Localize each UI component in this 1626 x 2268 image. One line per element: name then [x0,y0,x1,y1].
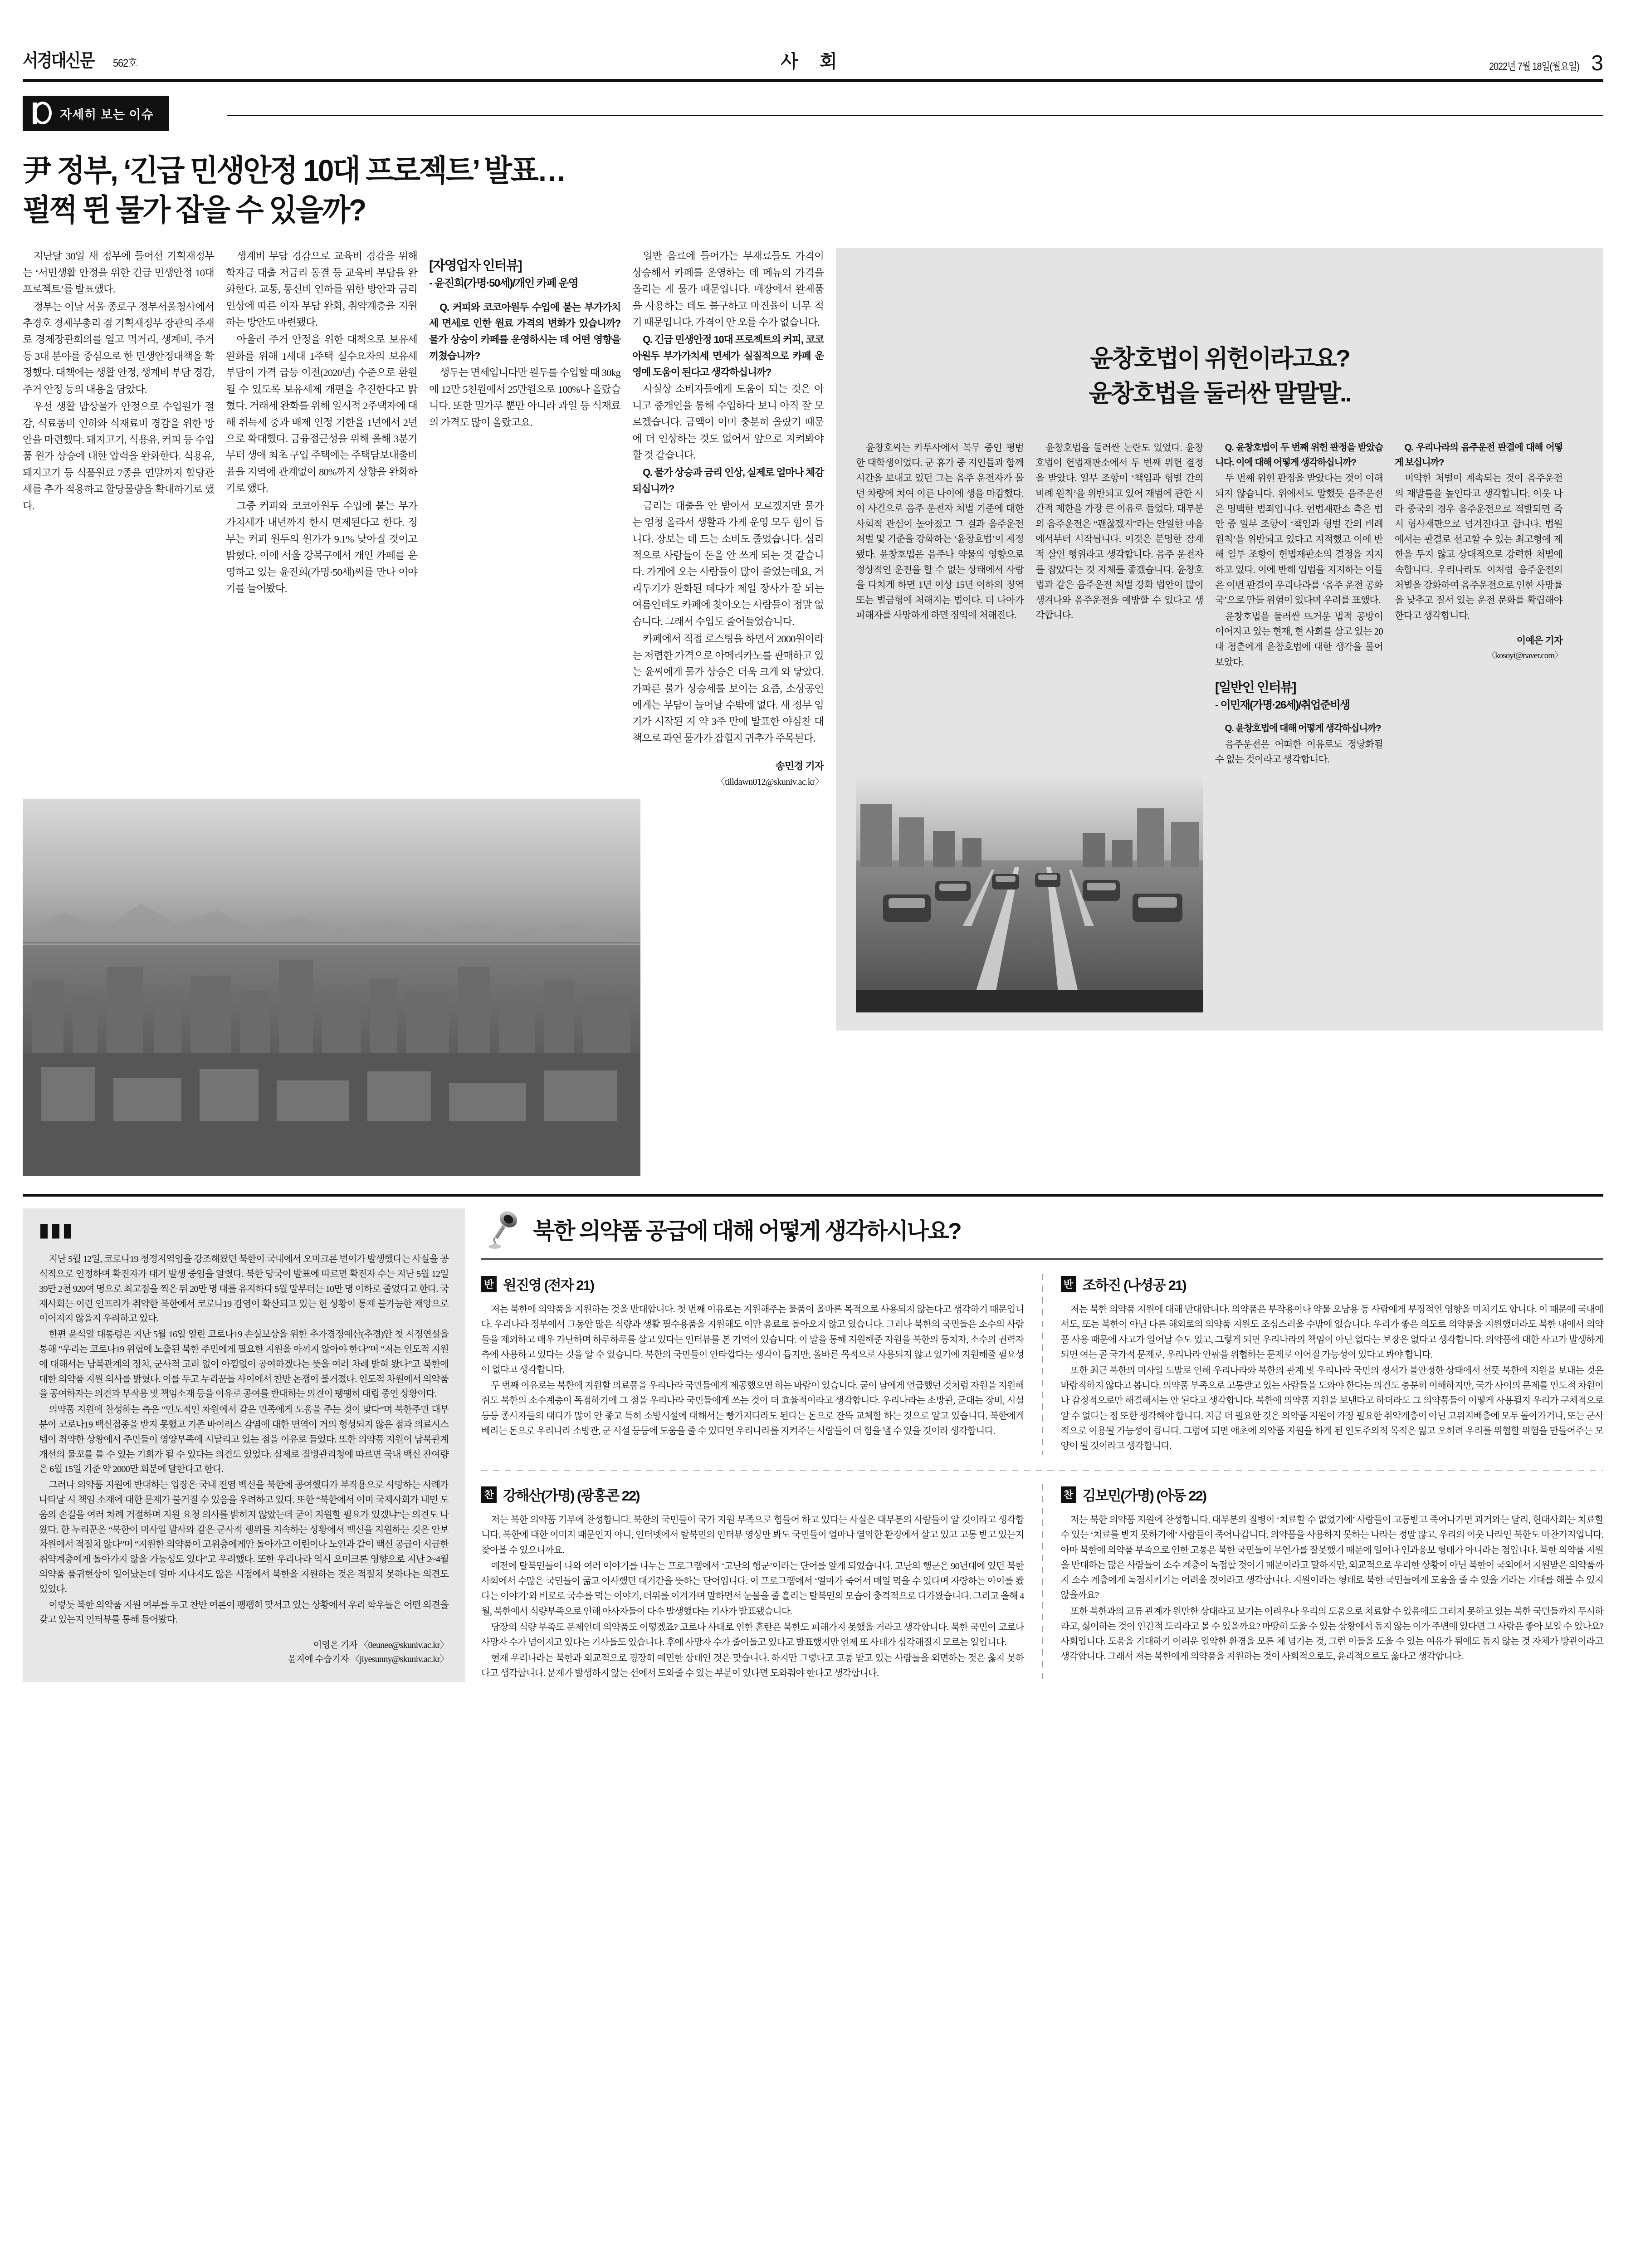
stance-badge: 찬 [1061,1486,1076,1503]
interview-heading: [일반인 인터뷰] [1215,680,1296,695]
body-paragraph: 이렇듯 북한 의약품 지원 여부를 두고 찬반 여론이 팽팽히 맞서고 있는 상황에서 우리 학우들은 어떤 의견을 갖고 있는지 인터뷰를 통해 들어봤다. [39,1600,449,1625]
article1-columns [23,248,839,787]
headline-line-2: 펄쩍 뛴 물가 잡을 수 있을까? [23,193,365,228]
opinion-panel-header [1061,1274,1604,1294]
body-paragraph: 우선 생활 밥상물가 안정으로 수입원가 절감, 식료품비 인하와 식재료비 경감을 위한 방안을 마련했다. 돼지고기, 식용유, 커피 등 수입품 원가 상승에 대한 압력을 완화한다. 식용유, 돼지고기 등 식품원료 7종을 연말까지 할당관세를 추가 적용하고 할당물량을 확대하기로 했다. [23,401,214,512]
opinion-panel [1043,1484,1604,1682]
body-paragraph: 정부는 이날 서울 종로구 정부서울청사에서 추경호 경제부총리 겸 기획재정부 장관의 주재로 경제장관회의를 열고 먹거리, 생계비, 주거 등 3대 분야를 중심으로 한 민생안정대책을 확정했다. 대책에는 생활 안정, 생계비 부담 경감, 주거 안정 등의 내용을 담았다. [23,301,214,395]
opinion-paragraph: 저는 북한 의약품 기부에 찬성합니다. 북한의 국민들이 국가 지원 부족으로 힘들어 하고 있다는 사실은 대부분의 사람들이 알 것이라고 생각합니다. 북한에 대한 이미지 때문인지 아니, 인터넷에서 탈북민의 인터뷰 영상만 봐도 국민들이 얼마나 열악한 환경에서 살고 있고 고통 받고 있는지 찾아볼 수 있으니까요. [481,1515,1024,1555]
opinion-panel [481,1484,1042,1682]
respondent-name: 강해산(가명) (광홍콘 22) [503,1488,640,1504]
issue-tag-label: 자세히 보는 이슈 [60,108,154,122]
article1-col-4 [632,248,824,787]
opinion-title: 북한 의약품 공급에 대해 어떻게 생각하시나요? [533,1218,961,1244]
interview-subject: - 이민재(가명·26세)/취업준비생 [1215,699,1350,712]
masthead-rule [23,79,1603,82]
opinion-grid [481,1274,1603,1682]
opinion-paragraph: 예전에 탈북민들이 나와 여러 이야기를 나누는 프로그램에서 ‘고난의 행군’이라는 단어를 알게 되었습니다. 고난의 행군은 90년대에 있던 북한사회에서 수많은 국민들이 굶고 아사했던 대기간을 뜻하는 단어입니다. 이 프로그램에서 ‘얼마가 죽어서 매일 먹을 수 있다며 자랑하는 아이를 봤다는 이야기’와 비로로 국수를 먹는 이야기, 더위를 이겨가며 말하면서 눈물을 줄 흘리는 탈북민의 모습이 충격적으로 다가왔습니다. 그리고 올해 4월, 북한에서 식량부족으로 인해 아사자들이 다수 발생했다는 기사가 발표됐습니다. [481,1561,1024,1617]
opinion-paragraph: 저는 북한 의약품 지원에 대해 반대합니다. 의약품은 부작용이나 약물 오남용 등 사람에게 부정적인 영향을 미치기도 합니다. 이 때문에 국내에서도, 또는 북한이 아닌 다른 해외로의 의약품 지원도 조심스러울 수밖에 없습니다. 우리가 좋은 의도로 의약품을 지원했더라도 북한 내에서 의약품 사용 때문에 사고가 일어날 수도 있고, 그렇게 되면 우리나라의 책임이 아닌 없다는 보장은 없다고 생각합니다. 의약품에 대한 사고가 발생하게 되면 여는 곧 국가적 문제로, 우리나라 안팎을 위협하는 문제로 이어질 가능성이 있다고 봐야 합니다. [1060,1305,1603,1360]
interview-answer: 일반 음료에 들어가는 부재료들도 가격이 상승해서 카페를 운영하는 데 메뉴의 가격을 올리는 게 물가 때문입니다. 매장에서 완제품을 사용하는 데도 불구하고 마진율이 너무 적기 때문입니다. 가격이 안 오를 수가 없습니다. [632,250,824,328]
body-paragraph: 윤창호법을 둘러싼 뜨거운 법적 공방이 이어지고 있는 현재, 현 사회를 살고 있는 20대 청춘에게 윤창호법에 대한 생각을 물어보았다. [1215,611,1383,668]
section-divider [23,1194,1603,1197]
masthead-right [1473,51,1603,76]
interview-answer: 미약한 처벌이 계속되는 것이 음주운전의 재발률을 높인다고 생각합니다. 이웃 나라 중국의 경우 음주운전으로 적발되면 즉시 형사재판으로 넘겨진다고 합니다. 법원에서는 판결로 선고할 수 있는 최고형에 제한을 두지 않고 상대적으로 강력한 처벌에 속합니다. 우리나라도 이처럼 음주운전의 처벌을 강화하여 음주운전으로 인한 사망률을 낮추고 질서 있는 운전 문화를 확립해야한다고 생각합니다. [1395,473,1563,621]
dots-mark: ▮▮▮ [39,1220,75,1241]
panel-divider-horizontal [481,1470,1603,1471]
interview-question: Q. 커피와 코코아원두 수입에 붙는 부가가치세 면세로 인한 원료 가격의 변화가 있습니까? 물가 상승이 카페를 운영하시는 데 어떤 영향을 끼쳤습니까? [429,301,620,362]
opinion-panel-header [481,1484,1024,1505]
interview-answer: 두 번째 위헌 판정을 받았다는 것이 이해되지 않습니다. 위에서도 말했듯 음주운전은 명백한 범죄입니다. 헌법재판소 측은 법안 중 일부 조항이 ‘책임과 형벌 간의 비례 원칙’을 위반되고 있다고 지적했고 이에 반해 일부 조항이 헌법재판소의 결정을 지지하고 있다. 이에 반해 입법을 지지하는 이들은 이번 판결이 우리나라를 ‘음주 운전 공화국’으로 만들 위험이 있다며 우려를 표했다. [1215,473,1383,606]
reporter-email: 〈tilldawn012@skuniv.ac.kr〉 [716,777,824,787]
article2-graybox [836,248,1603,1031]
opinion-rule [481,1258,1603,1260]
issue-tag [23,96,169,131]
interview-question: Q. 우리나라의 음주운전 판결에 대해 어떻게 보십니까? [1395,442,1563,468]
article1-col-2 [226,248,417,787]
article2-columns [856,440,1583,768]
interview-subject: - 윤진희(가명·50세)/개인 카페 운영 [429,277,578,290]
body-paragraph: 한편 윤석열 대통령은 지난 5월 16일 열린 코로나19 손실보상을 위한 추가경정예산(추경)안 첫 시정연설을 통해 “우리는 코로나19 위협에 노출된 북한 주민에게 필요한 지원을 아끼지 않아야 한다”며 “저는 인도적 지원에 대해서는 남북관계의 정치, 군사적 고려 없이 아낌없이 공여하겠다는 뜻을 여러 차례 밝혀 왔다”고 북한에 대한 의약품 지원 의사를 밝혔다. 이를 두고 누리꾼들 사이에서 찬반 논쟁이 불거졌다. 인도적 차원에서 의약품을 공여하자는 의견과 부작용 및 책임소재 등을 이유로 공여를 반대하는 의견이 팽팽히 대립 중인 상황이다. [39,1330,449,1399]
body-paragraph: 생계비 부담 경감으로 교육비 경감을 위해 학자금 대출 저금리 동결 등 교육비 부담을 완화한다. 교통, 통신비 인하를 위한 방안과 금리 인상에 따른 이자 부담 완화, 취약계층을 지원하는 방안도 마련됐다. [226,250,417,328]
cityscape-photo [23,799,640,1176]
article2-byline [1395,633,1563,661]
reporter-name: 이예은 기자 [1516,635,1563,646]
traffic-photo [856,777,1203,1012]
opinion-panel [1043,1274,1604,1455]
reporter-name: 송민경 기자 [775,760,824,772]
respondent-name: 원진영 (전자 21) [503,1277,594,1294]
body-paragraph: 윤창호법을 둘러싼 논란도 있었다. 윤창호법이 헌법재판소에서 두 번째 위헌 결정을 받았다. 일부 조항이 ‘책임과 형벌 간의 비례 원칙’을 위반되고 있어 재범에 관한 시간적 제한을 가장 큰 이유로 들었다. 대부분의 음주운전은 “괜찮겠지”라는 안일한 마음에서부터 시작됩니다. 이것은 분명한 잠재적 살인 행위라고 생각합니다. 음주 운전자를 잡았다는 것 자체를 좋겠습니다. 윤창호 법과 같은 음주운전 처벌 강화 법안이 많이 생겨나와 음주운전을 예방할 수 있다고 생각합니다. [1035,442,1203,621]
article1-byline [632,758,824,787]
article2-col-4 [1395,440,1563,768]
opinion-panel-header [1061,1484,1604,1505]
opinion-paragraph: 저는 북한에 의약품을 지원하는 것을 반대합니다. 첫 번째 이유로는 지원해주는 물품이 올바른 목적으로 사용되지 않는다고 생각하기 때문입니다. 우리나라 정부에서 그동안 많은 식량과 생활 필수용품을 지원해도 이만 음료로 돌아오지 않고 있습니다. 그러나 북한의 국민들은 소수의 사람들을 제외하고 매우 가난하며 하루하루를 살고 있다는 인터뷰를 본 기억이 있습니다. 이 말을 통해 지원해준 자원을 북한의 통치자, 소수의 권력자 측에 사용하고 있다는 것을 알 수 있습니다. 북한의 국민들이 안타깝다는 생각이 듭지만, 올바른 목적으로 사용되지 않고 있기에 지원해줄 필요성이 없다고 생각합니다. [481,1305,1024,1375]
interview-question: Q. 물가 상승과 금리 인상, 실제로 얼마나 체감되십니까? [632,467,824,495]
article3-box [23,1208,465,1682]
opinion-paragraph: 저는 북한 의약품 지원에 찬성합니다. 대부분의 질병이 ‘치료할 수 없었기에’ 사람들이 고통받고 죽어나가면 과거와는 달리, 현대사회는 치료할 수 있는 ‘치료를 받지 못하기에’ 사람들이 죽어나갑니다. 의약품을 사용하지 못하는 나라는 정말 많고, 우리의 이웃 나라인 북한도 마찬가지입니다. 아마 북한에 의약품 부족으로 인한 고통은 북한 국민들이 무언가를 잘못했기 때문에 일어나 인과응보 형태가 아니라는 점입니다. 북한 의약품 지원을 반대하는 많은 사람들이 소수 계층이 독점할 것이기 때문이라고 말하지만, 외교적으로 우리한 상황이 아닌 북한이 국외에서 지원받은 의약품까지 소수 계층에게 독점시키기는 어려울 것이라고 생각합니다. 지원이라는 형태로 북한 국민들에게 도움을 줄 수 있을 거라는 기대를 해볼 수 있지 않을까요? [1060,1515,1603,1601]
article2-title [856,342,1583,411]
stance-badge: 찬 [481,1486,497,1503]
article2-title-line-1: 윤창호법이 위헌이라고요? [1090,345,1349,372]
article2-col-2 [1035,440,1203,768]
section-name: 사 회 [781,52,845,72]
opinion-paragraph: 현재 우리나라는 북한과 외교적으로 굉장히 예민한 상태인 것은 맞습니다. 하지만 그렇다고 고통 받고 있는 사람들을 외면하는 것은 옳지 못하다고 생각합니다. 문제가 발생하지 않는 선에서 도와줄 수 있는 부분이 있다면 도와줘야 한다고 생각합니다. [481,1653,1024,1679]
article-region [18,248,1608,1176]
interview-question: Q. 긴급 민생안정 10대 프로젝트의 커피, 코코아원두 부가가치세 면세가 실질적으로 카페 운영에 도움이 된다고 생각하십니까? [632,334,824,378]
masthead [18,0,1608,88]
interview-answer: 금리는 대출을 안 받아서 모르겠지만 물가는 엄청 올라서 생활과 가게 운영 모두 힘이 듭니다. 장보는 데 드는 소비도 줄었습니다. 심리적으로 사람들이 돈을 안 쓰게 되는 것 같습니다. 가게에 오는 사람들이 많이 줄었는데요, 거리두기가 완화된 데다가 제일 장사가 잘 되는 여름인데도 카페에 찾아오는 사람들이 정말 없습니다. 그래서 수입도 줄어들었습니다. [632,500,824,627]
opinion-panel [481,1274,1042,1455]
opinion-header [481,1208,1603,1250]
page-number: 3 [1591,51,1603,76]
body-paragraph: 의약품 지원에 찬성하는 측은 “인도적인 차원에서 같은 민족에게 도움을 주는 것이 맞다”며 북한주민 대부분이 코로나19 백신접종을 받지 못했고 기존 바이러스 감염에 대한 면역이 거의 형성되지 않은 점과 의료시스템이 취약한 상황에서 주민들이 영양부족에 시달리고 있는 점을 이유로 들었다. 또한 의약품 지원이 남북관계 개선의 물꼬를 틀 수 있는 기회가 될 수 있다는 의견도 있었다. 실제로 질병관리청에 따르면 국내 백신 잔여량은 6월 15일 기준 약 2000만 회분에 달한다고 한다. [39,1405,449,1475]
publication-date: 2022년 7월 18일(월요일) [1489,60,1580,72]
interview-answer: 음주운전은 어떠한 이유로도 정당화될 수 없는 것이라고 생각합니다. [1215,738,1383,765]
interview-answer: 카페에서 직접 로스팅을 하면서 2000원이라는 저렴한 가격으로 아메리카노를 판매하고 있는 윤씨에게 물가 상승은 더욱 크게 와 닿았다. 가파른 물가 상승세를 보이는 요즘, 소상공인에게는 부담이 늘어날 수밖에 없다. 새 정부 임기가 시작된 지 약 3주 만에 발표한 야심찬 대책으로 과연 물가가 잡힐지 귀추가 주목된다. [632,633,824,744]
newspaper-logo: 서경대신문 [23,51,94,71]
opinion-section [481,1208,1603,1682]
body-paragraph: 지난달 30일 새 정부에 들어선 기획재정부는 ‘서민생활 안정을 위한 긴급 민생안정 10대 프로젝트’를 발표했다. [23,250,214,295]
issue-number: 562호 [113,57,137,69]
interview-answer: 사실상 소비자들에게 도움이 되는 것은 아니고 중개인을 통해 수입하다 보니 아직 잘 모르겠습니다. 금액이 이미 충분히 올랐기 때문에 더 인상하는 것도 없어서 앞으로 지켜봐야 할 것 같습니다. [632,383,824,461]
interview-question: Q. 윤창호법이 두 번째 위헌 판정을 받았습니다. 이에 대해 어떻게 생각하십니까? [1215,442,1383,468]
stance-badge: 반 [1061,1276,1076,1292]
ribbon-rule [227,115,1603,116]
opinion-paragraph: 또한 최근 북한의 미사일 도발로 인해 우리나라와 북한의 관계 및 우리나라 국민의 정서가 불안정한 상태에서 선뜻 북한에 지원을 보내는 것은 바람직하지 않다고 봅니다. 의약품 부족으로 고통받고 있는 사람들을 도와야 한다는 의견도 충분히 이해하지만, 국가 사이의 문제를 인도적 차원이나 감정적으로만 해결해서는 안 된다고 생각합니다. 북한에 의약품 지원을 보낸다고 하더라도 그 의약품들이 어떻게 사용될지 우리가 구체적으로 알 수 없다는 점 또한 생각해야 합니다. 지금 더 필요한 것은 의약품 지원이 가장 필요한 취약계층이 아닌 고위지배층에 모두 돌아가거나, 또는 군사적으로 이용될 가능성이 큽니다. 그럼에 되면 애초에 의약품 지원을 하게 된 인도주의적 목적은 잃고 오히려 우리를 위협할 위험을 만들어주는 모양이 될 것이라고 생각합니다. [1060,1366,1603,1452]
stance-badge: 반 [481,1276,497,1292]
article2-col-1 [856,440,1024,768]
reporter-line-2: 윤지예 수습기자 〈jiyesunny@skuniv.ac.kr〉 [288,1654,449,1665]
respondent-name: 조하진 (나셩공 21) [1082,1277,1186,1294]
interview-heading: [자영업자 인터뷰] [429,259,522,274]
headline-block [23,151,839,230]
section-ribbon [18,96,1608,137]
article1-col-1 [23,248,214,787]
article1-col-3 [429,248,620,787]
magnifier-icon [32,101,53,126]
interview-question: Q. 윤창호법에 대해 어떻게 생각하십니까? [1225,723,1381,733]
reporter-line-1: 이영은 기자 〈0eunee@skuniv.ac.kr〉 [313,1640,449,1651]
lower-section [18,1208,1608,1682]
opinion-paragraph: 또한 북한과의 교류 관계가 원만한 상태라고 보기는 어려우나 우리의 도움으로 치료할 수 있음에도 그러지 못하고 있는 북한 국민들까지 무시하라고, 싫어하는 것이 인간적 도리라고 볼 수 있을까요? 마땅히 도울 수 있는 상황에서 돕지 않는 이가 주변에 있다면 그 사람은 좋아 보일 수 있나요? 사회입니다. 도움을 기대하기 어려운 열악한 환경을 모른 체 넘기는 것, 그런 이들을 도울 수 있는 여유가 됨에도 돕지 않는 것 자체가 방관이라고 생각합니다. 그래서 저는 북한에게 의약품을 지원하는 것이 사회적으로도, 윤리적으로도 옳다고 생각합니다. [1060,1606,1603,1662]
page-title [23,151,806,230]
interview-answer: 생두는 면세입니다만 원두를 수입할 때 30kg에 12만 5천원에서 25만원으로 100%나 올랐습니다. 또한 밀가루 뿐만 아니라 과일 등 식재료의 가격도 많이 올랐고요. [429,367,621,428]
opinion-panel-header [481,1274,1024,1294]
body-paragraph: 윤창호씨는 카투사에서 복무 중인 평범한 대학생이었다. 군 휴가 중 지인들과 함께 시간을 보내고 있던 그는 음주 운전자가 몰던 차량에 치여 이른 나이에 생을 마감했다. 이 사건으로 음주 운전자 처벌 기준에 대한 사회적 관심이 높아졌고 그 결과 음주운전 처벌 및 기준을 강화하는 ‘윤창호법’이 제정됐다. 윤창호법은 음주나 약물의 영향으로 정상적인 운전을 할 수 없는 상태에서 사람을 다치게 하면 1년 이상 15년 이하의 징역 또는 벌금형에 처해지는 법이다. 더 나아가 피해자를 사망하게 하면 징역에 처해진다. [856,442,1024,621]
body-paragraph: 아울러 주거 안정을 위한 대책으로 보유세 완화를 위해 1세대 1주택 실수요자의 보유세 부담이 가격 급등 이전(2020년) 수준으로 환원될 수 있도록 보유세제 개편을 추진한다고 밝혔다. 거래세 완화를 위해 일시적 2주택자에 대해 취득세 중과 배제 인정 기한을 1년에서 2년으로 확대했다. 금융접근성을 위해 올해 3분기부터 생애 최초 구입 주택에는 주택담보대출비율을 지역에 관계없이 80%까지 상향을 완화하기로 했다. [226,334,417,494]
article3-byline [39,1638,449,1667]
article2-col-3 [1215,440,1383,768]
body-paragraph: 그러나 의약품 지원에 반대하는 입장은 국내 전염 백신을 북한에 공여했다가 부작용으로 사망하는 사례가 나타날 시 책임 소재에 대한 문제가 불거질 수 있음을 우려하고 있다. 또한 “북한에서 이미 국제사회가 내민 도움의 손길을 여러 차례 거절하며 지원 요청 의사를 밝히지 않았는데 굳이 지원할 필요가 있겠냐”는 의견도 나왔다. 한 누리꾼은 “북한이 미사일 발사와 같은 군사적 행위를 지속하는 상황에서 백신을 지원하는 것은 안보 차원에서 적절치 않다”며 “지원한 의약품이 고위층에게만 돌아가고 어린이나 노인과 같이 백신 공급이 시급한 취약계층에게 돌아가지 않을 가능성도 있다”고 우려했다. 또한 우리나라 역시 오미크론 영향으로 지난 2~4월 의약품 품귀현상이 일어났는데 얼마 지나지도 않은 시점에서 북한을 지원하는 것은 적절치 못하다는 의견도 있었다. [39,1480,449,1594]
reporter-email: 〈kosoyi@naver.com〉 [1487,651,1563,661]
body-paragraph: 그중 커피와 코코아원두 수입에 붙는 부가가치세가 내년까지 한시 면제된다고 한다. 정부는 커피 원두의 원가가 9.1% 낮아질 것이고 밝혔다. 이에 서울 강북구에서 개인 카페를 운영하고 있는 윤진희(가명·50세)씨를 만나 이야기를 들어봤다. [226,500,417,594]
respondent-name: 김보민(가명) (아동 22) [1082,1488,1206,1504]
headline-line-1: 尹 정부, ‘긴급 민생안정 10대 프로젝트’ 발표… [23,154,565,188]
article2-title-line-2: 윤창호법을 둘러싼 말말말.. [1089,380,1351,407]
opinion-paragraph: 당장의 식량 부족도 문제인데 의약품도 어떻겠죠? 코로나 사태로 인한 혼란은 북한도 피해가지 못했을 거라고 생각합니다. 북한 국민이 코로나 사망자 수가 넘어지고 있다는 기사들도 있습니다. 후에 사망자 수가 줄어들고 있다고 발표했지만 언제 또 사태가 심각해질지 모르는 일입니다. [481,1622,1024,1647]
microphone-icon [481,1208,523,1250]
opinion-paragraph: 두 번째 이유로는 북한에 지원할 의료품을 우리나라 국민들에게 제공했으면 하는 바람이 있습니다. 굳이 남에게 언급했던 것처럼 자원을 지원해줘도 북한의 소수계층이 독점하기에 그 점을 우리나라 국민들에게 쓰는 것이 더 효율적이라고 생각합니다. 우리나라는 소방관, 군대는 장비, 시설 등등 종사자들의 대다가 많이 안 좋고 특히 소방시설에 대해서는 빵가지다라도 된다는 돈으로 잔뜩 교체할 하는 것으로 알고 있습니다. 북한에게 베리는 돈으로 우리나라 소방관, 군 시설 등등에 도움을 줄 수 있다면 우리나라를 지켜주는 사람들이 더 힘을 낼 수 있을 것이라 생각합니다. [481,1381,1024,1436]
body-paragraph: 지난 5월 12일, 코로나19 청정지역임을 강조해왔던 북한이 국내에서 오미크론 변이가 발생했다는 사실을 공식적으로 인정하며 확진자가 대거 발생 중임을 알렸다. 북한 당국이 발표에 따르면 확진자 수는 지난 5월 12일 39만 2천 920여 명으로 최고점을 찍은 뒤 20만 명 대를 유지하다 5월 말부터는 10만 명 이하로 줄었다고 한다. 국제사회는 이런 인프라가 취약한 북한에서 코로나19 감염이 확산되고 있는 현 상황이 통제 불가능한 재앙으로 이어지지 않을지 우려하고 있다. [39,1254,449,1324]
